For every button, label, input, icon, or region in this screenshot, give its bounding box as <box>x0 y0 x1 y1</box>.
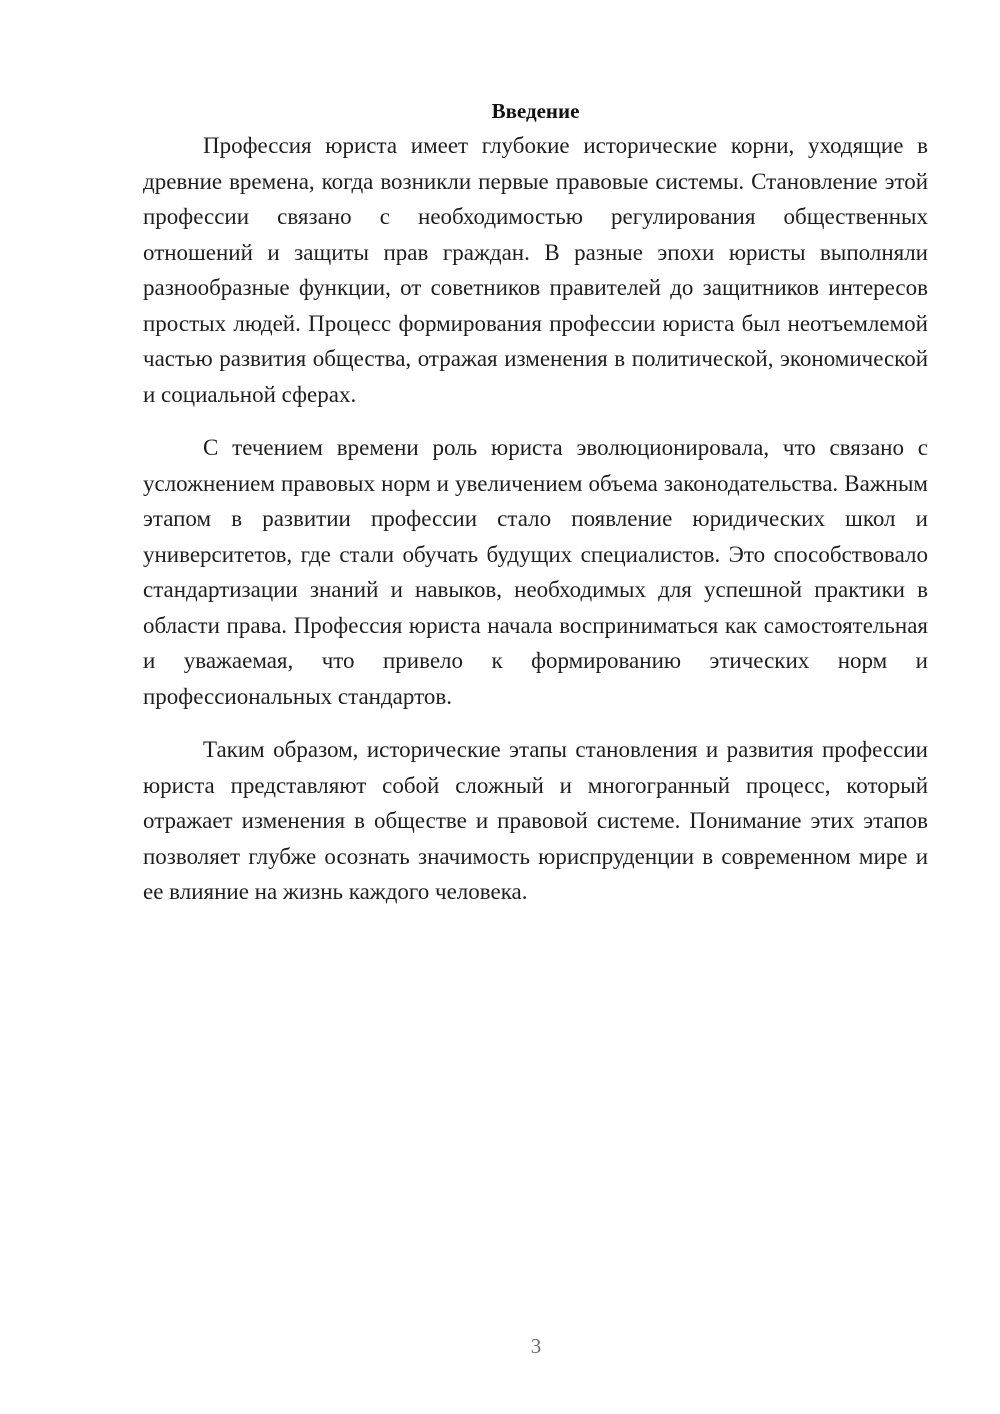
paragraph-3: Таким образом, исторические этапы становления и развития профессии юриста представляют собой сложный и многогранный процесс, который отражает изменения в обществе и правовой системе. Понимание этих этапов позволяет глубже осознать значимость юриспруденции в современном мире и ее влияние на жизнь каждого человека. <box>143 737 928 904</box>
paragraph-2: С течением времени роль юриста эволюционировала, что связано с усложнением правовых норм и увеличением объема законодательства. Важным этапом в развитии профессии стало появление юридических школ и университетов, где стали обучать будущих специалистов. Это способствовало стандартизации знаний и навыков, необходимых для успешной практики в области права. Профессия юриста начала восприниматься как самостоятельная и уважаемая, что привело к формированию этических норм и профессиональных стандартов. <box>143 435 928 709</box>
page-number: 3 <box>530 1334 542 1358</box>
paragraph-1: Профессия юриста имеет глубокие исторические корни, уходящие в древние времена, когда возникли первые правовые системы. Становление этой профессии связано с необходимостью регулирования общественных отношений и защиты прав граждан. В разные эпохи юристы выполняли разнообразные функции, от советников правителей до защитников интересов простых людей. Процесс формирования профессии юриста был неотъемлемой частью развития общества, отражая изменения в политической, экономической и социальной сферах. <box>143 133 928 407</box>
page-content <box>143 94 928 910</box>
section-title: Введение <box>491 99 580 123</box>
